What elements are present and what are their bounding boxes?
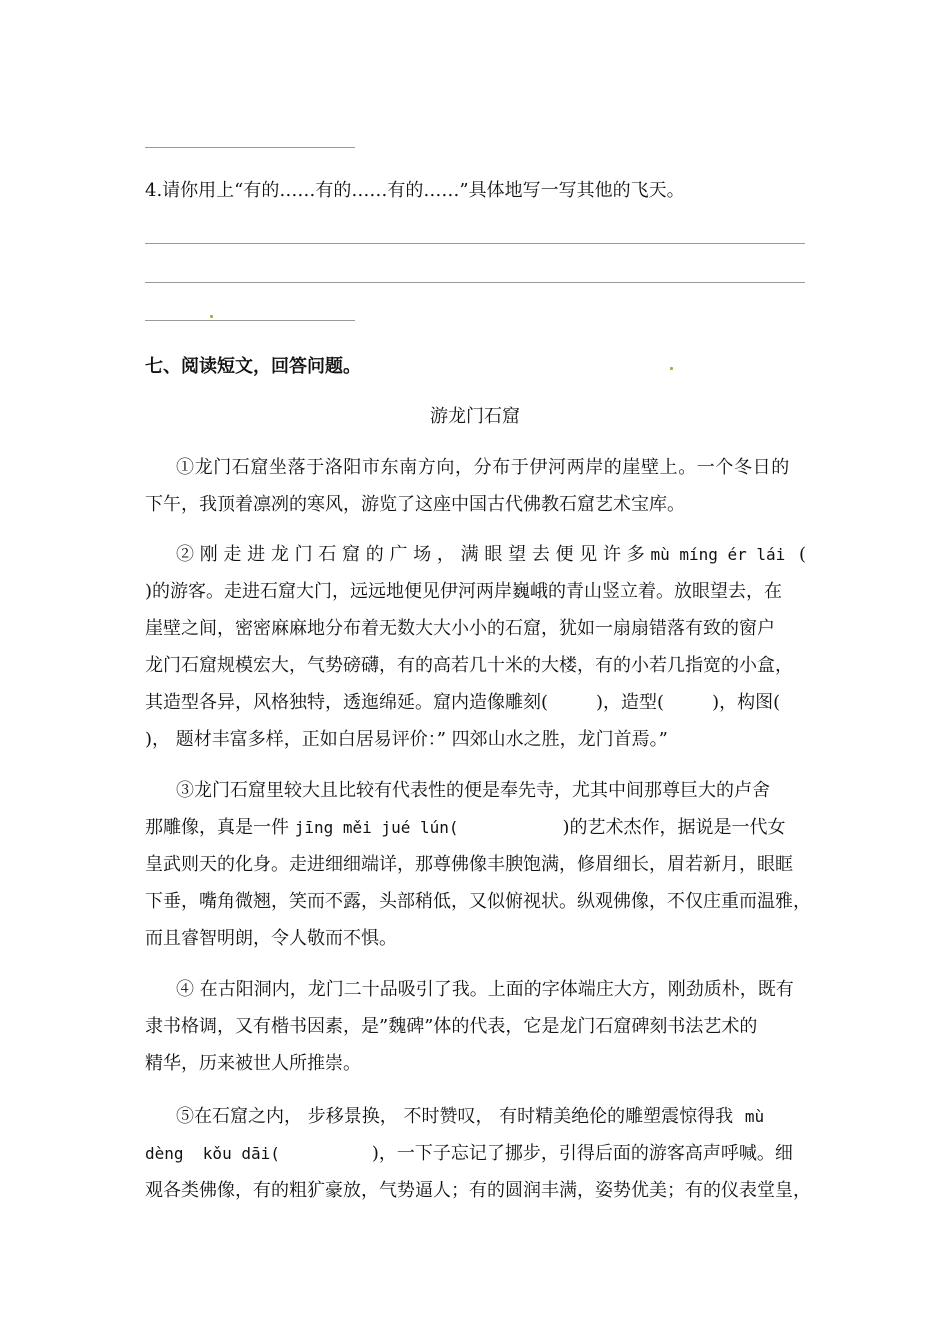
marker-dot [670, 367, 673, 370]
pinyin-jing-mei-jue-lun: jīng měi jué lún( [294, 818, 459, 837]
answer-line-2 [145, 282, 805, 283]
paragraph-2-text: ② 刚 走 进 龙 门 石 窟 的 广 场 ， 满 眼 望 去 便 见 许 多 [176, 544, 645, 565]
paragraph-2-text: )，构图( [712, 692, 781, 713]
pinyin-deng-kou-dai: dèng kǒu dāi( [145, 1144, 280, 1163]
paragraph-2-line-5 [145, 688, 780, 714]
paragraph-4-line-2: 隶书格调，又有楷书因素，是”魏碑”体的代表，它是龙门石窟碑刻书法艺术的 [145, 1016, 758, 1037]
paragraph-4-line-3: 精华，历来被世人所推崇。 [145, 1053, 361, 1074]
answer-line-prev [145, 147, 355, 148]
paragraph-2-line-1 [176, 540, 806, 566]
answer-line-3 [145, 320, 355, 321]
paragraph-5-line-3: 观各类佛像，有的粗犷豪放，气势逼人；有的圆润丰满，姿势优美；有的仪表堂皇， [145, 1180, 811, 1201]
pinyin-mu: mù [744, 1107, 765, 1126]
paragraph-3-text: )的艺术杰作，据说是一代女 [562, 817, 786, 838]
paragraph-3-text: 那雕像，真是一件 [145, 817, 289, 838]
paragraph-5-text: ⑤在石窟之内， 步移景换， 不时赞叹， 有时精美绝伦的雕塑震惊得我 [176, 1106, 734, 1127]
paragraph-5-line-2 [145, 1139, 793, 1165]
paragraph-3-line-1: ③龙门石窟里较大且比较有代表性的便是奉先寺，尤其中间那尊巨大的卢舍 [176, 780, 770, 801]
answer-line-1 [145, 243, 805, 244]
paragraph-2-text: )，造型( [596, 692, 665, 713]
paragraph-2-text: 其造型各异，风格独特，透迤绵延。窟内造像雕刻( [145, 692, 549, 713]
question-4-prompt: 4.请你用上“有的……有的……有的……”具体地写一写其他的飞天。 [145, 180, 685, 201]
paragraph-5-line-1 [176, 1102, 764, 1128]
article-title: 游龙门石窟 [430, 406, 520, 427]
paragraph-3-line-2 [145, 813, 786, 839]
paragraph-3-line-3: 皇武则天的化身。走进细细端详，那尊佛像丰腴饱满，修眉细长，眉若新月，眼眶 [145, 854, 793, 875]
marker-dot [210, 315, 213, 318]
paragraph-3-line-5: 而且睿智明朗，令人敬而不惧。 [145, 928, 397, 949]
paragraph-2-line-4: 龙门石窟规模宏大，气势磅礴，有的高若几十米的大楼，有的小若几指宽的小盒， [145, 655, 793, 676]
paragraph-1-line-1: ①龙门石窟坐落于洛阳市东南方向，分布于伊河两岸的崖壁上。一个冬日的 [176, 457, 790, 478]
paragraph-2-line-3: 崖壁之间，密密麻麻地分布着无数大大小小的石窟，犹如一扇扇错落有致的窗户 [145, 618, 775, 639]
paragraph-1-line-2: 下午，我顶着凛冽的寒风，游览了这座中国古代佛教石窟艺术宝库。 [145, 494, 685, 515]
section-7-heading: 七、阅读短文，回答问题。 [145, 356, 361, 377]
paragraph-5-text: )，一下子忘记了挪步，引得后面的游客高声呼喊。细 [371, 1143, 793, 1164]
pinyin-mu-ming-er-lai: mù míng ér lái [650, 545, 786, 564]
paragraph-3-line-4: 下垂，嘴角微翘，笑而不露，头部稍低，又似俯视状。纵观佛像，不仅庄重而温雅， [145, 891, 811, 912]
paragraph-2-line-2: )的游客。走进石窟大门，远远地便见伊河两岸巍峨的青山竖立着。放眼望去，在 [145, 581, 783, 602]
paragraph-2-line-6: )， 题材丰富多样，正如白居易评价：” 四郊山水之胜，龙门首焉。” [145, 729, 668, 750]
paragraph-4-line-1: ④ 在古阳洞内，龙门二十品吸引了我。上面的字体端庄大方，刚劲质朴，既有 [176, 979, 794, 1000]
answer-blank-open: ( [799, 544, 807, 565]
